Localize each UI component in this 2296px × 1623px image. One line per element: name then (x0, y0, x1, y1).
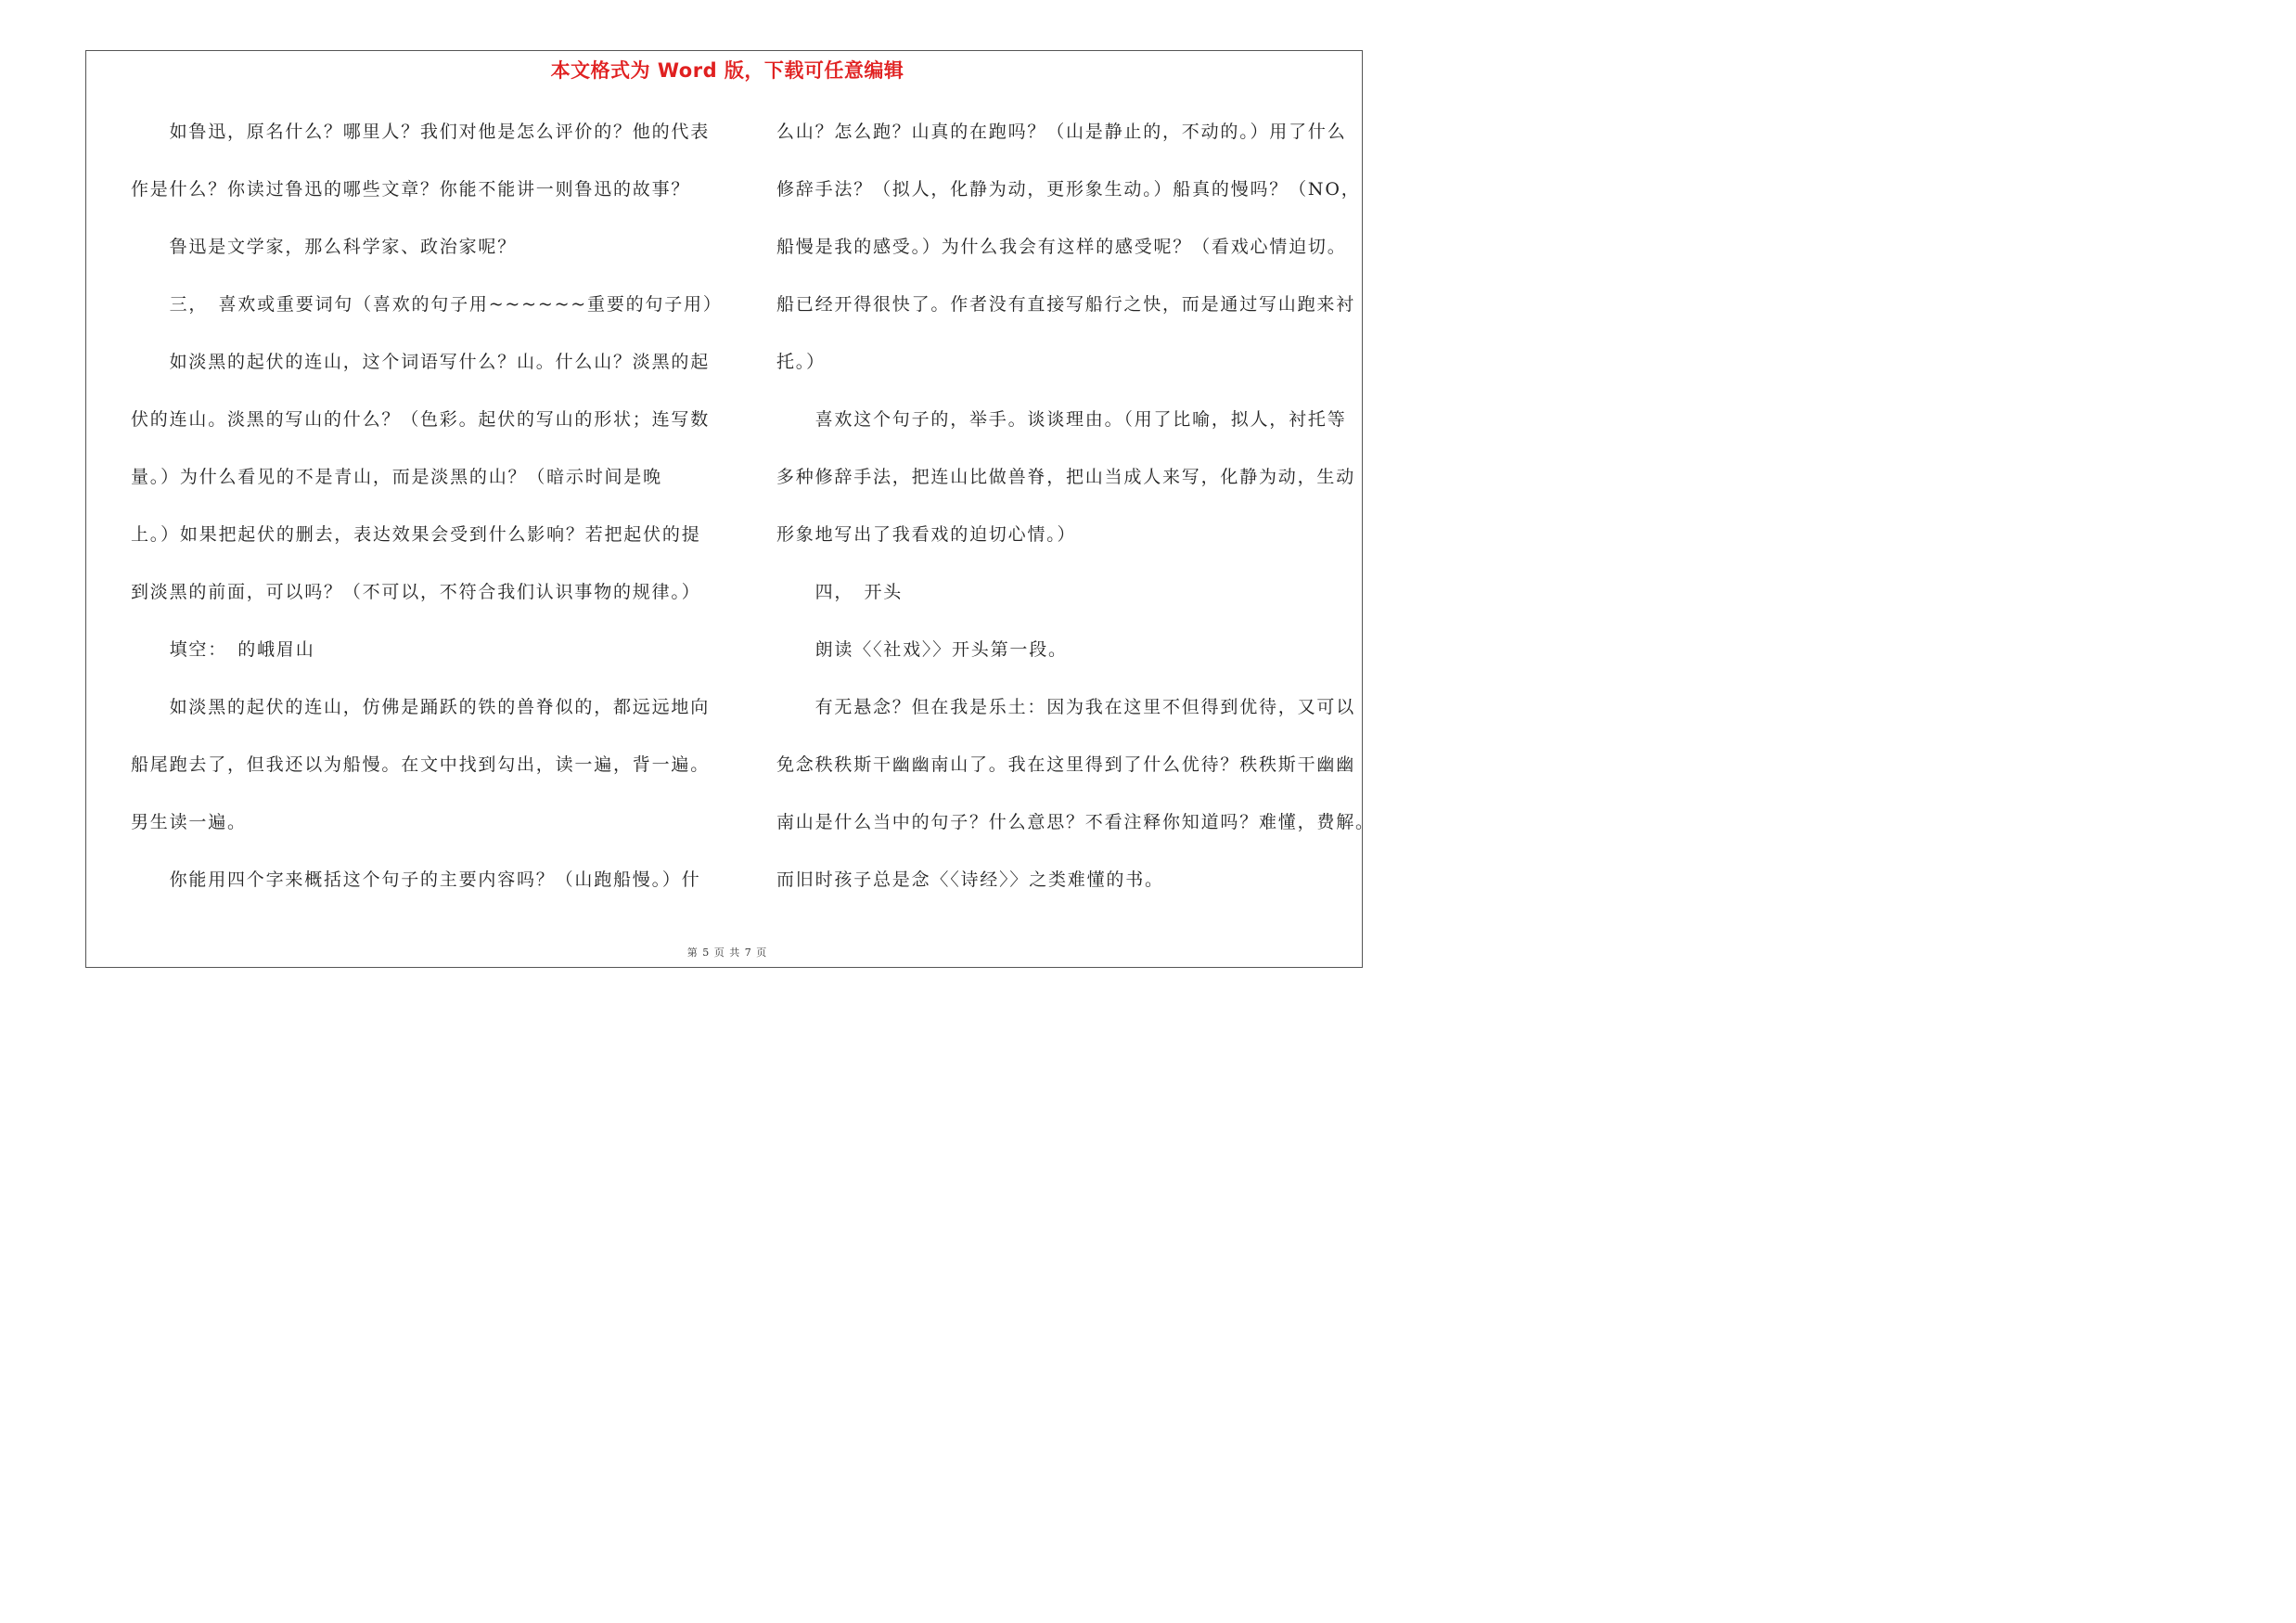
text-line: 朗读〈〈社戏〉〉开头第一段。 (776, 639, 1068, 660)
text-line: 男生读一遍。 (131, 812, 247, 832)
text-line: 免念秩秩斯干幽幽南山了。我在这里得到了什么优待？秩秩斯干幽幽 (776, 754, 1356, 775)
text-line: 而旧时孩子总是念〈〈诗经〉〉之类难懂的书。 (776, 869, 1164, 890)
text-line: 量。）为什么看见的不是青山，而是淡黑的山？（暗示时间是晚 (131, 467, 662, 487)
text-line: 伏的连山。淡黑的写山的什么？（色彩。起伏的写山的形状；连写数 (131, 409, 711, 430)
text-line: 填空： 的峨眉山 (131, 639, 315, 660)
text-line: 托。） (776, 352, 826, 372)
text-line: 船尾跑去了，但我还以为船慢。在文中找到勾出，读一遍，背一遍。 (131, 754, 711, 775)
text-line: 作是什么？你读过鲁迅的哪些文章？你能不能讲一则鲁迅的故事？ (131, 179, 691, 200)
section-heading: 四， 开头 (776, 582, 904, 602)
text-line: 如淡黑的起伏的连山，这个词语写什么？山。什么山？淡黑的起 (131, 352, 711, 372)
text-line: 么山？怎么跑？山真的在跑吗？（山是静止的，不动的。）用了什么 (776, 122, 1347, 142)
text-line: 有无悬念？但在我是乐土：因为我在这里不但得到优待，又可以 (776, 697, 1356, 717)
text-line: 如鲁迅，原名什么？哪里人？我们对他是怎么评价的？他的代表 (131, 122, 711, 142)
text-line: 形象地写出了我看戏的迫切心情。） (776, 524, 1077, 545)
text-line: 你能用四个字来概括这个句子的主要内容吗？（山跑船慢。）什 (131, 869, 701, 890)
text-line: 修辞手法？（拟人，化静为动，更形象生动。）船真的慢吗？（NO， (776, 179, 1361, 200)
text-line: 多种修辞手法，把连山比做兽脊，把山当成人来写，化静为动，生动 (776, 467, 1356, 487)
section-heading: 三， 喜欢或重要词句（喜欢的句子用~~~~~~重要的句子用） (131, 294, 723, 315)
text-line: 如淡黑的起伏的连山，仿佛是踊跃的铁的兽脊似的，都远远地向 (131, 697, 711, 717)
text-line: 船慢是我的感受。）为什么我会有这样的感受呢？（看戏心情迫切。 (776, 237, 1347, 257)
text-line: 到淡黑的前面，可以吗？（不可以，不符合我们认识事物的规律。） (131, 582, 701, 602)
text-line: 喜欢这个句子的，举手。谈谈理由。（用了比喻，拟人，衬托等 (776, 409, 1347, 430)
text-line: 船已经开得很快了。作者没有直接写船行之快，而是通过写山跑来衬 (776, 294, 1356, 315)
text-line: 鲁迅是文学家，那么科学家、政治家呢？ (131, 237, 518, 257)
text-line: 上。）如果把起伏的删去，表达效果会受到什么影响？若把起伏的提 (131, 524, 701, 545)
text-line: 南山是什么当中的句子？什么意思？不看注释你知道吗？难懂，费解。 (776, 812, 1375, 832)
header-banner: 本文格式为 Word 版，下载可任意编辑 (550, 59, 904, 82)
page-number: 第 5 页 共 7 页 (686, 947, 768, 959)
